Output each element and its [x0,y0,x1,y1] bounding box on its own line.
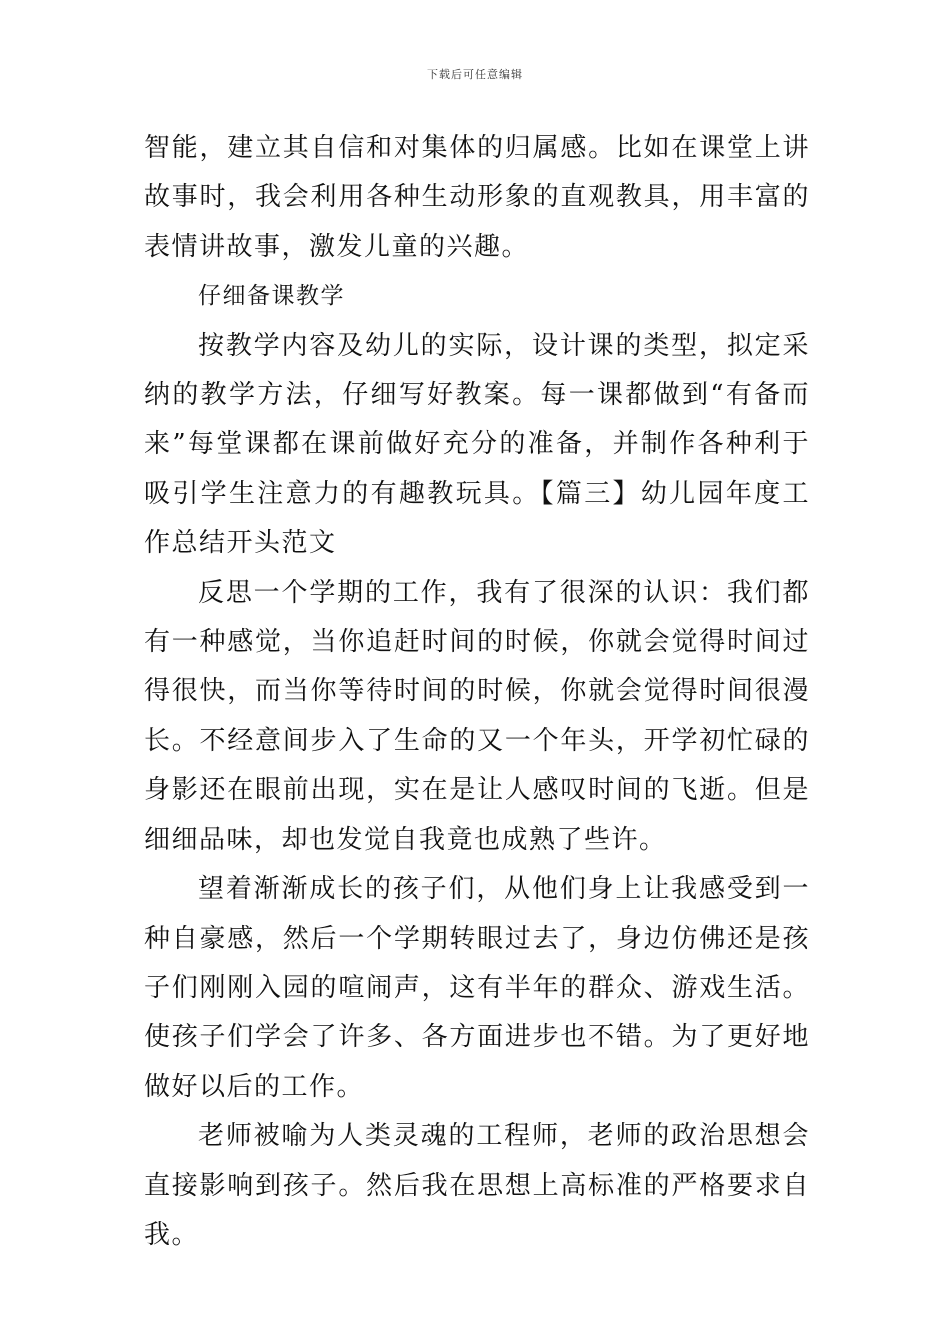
page-header: 下载后可任意编辑 [427,68,523,81]
paragraph: 望着渐渐成长的孩子们，从他们身上让我感受到一种自豪感，然后一个学期转眼过去了，身边仿佛还是孩子们刚刚入园的喧闹声，这有半年的群众、游戏生活。使孩子们学会了许多、各方面进步也不错。为了更好地做好以后的工作。 [144,874,810,1102]
paragraph: 反思一个学期的工作，我有了很深的认识：我们都有一种感觉，当你追赶时间的时候，你就会觉得时间过得很快，而当你等待时间的时候，你就会觉得时间很漫长。不经意间步入了生命的又一个年头，开学初忙碌的身影还在眼前出现，实在是让人感叹时间的飞逝。但是细细品味，却也发觉自我竟也成熟了些许。 [144,577,810,855]
paragraph: 老师被喻为人类灵魂的工程师，老师的政治思想会直接影响到孩子。然后我在思想上高标准的严格要求自我。 [144,1121,810,1250]
document-body [144,124,810,1260]
paragraph-continuation: 智能，建立其自信和对集体的归属感。比如在课堂上讲故事时，我会利用各种生动形象的直观教具，用丰富的表情讲故事，激发儿童的兴趣。 [144,133,810,262]
paragraph: 按教学内容及幼儿的实际，设计课的类型，拟定采纳的教学方法，仔细写好教案。每一课都做到“有备而来”每堂课都在课前做好充分的准备，并制作各种利于吸引学生注意力的有趣教玩具。【篇三】幼儿园年度工作总结开头范文 [144,330,810,559]
section-heading: 仔细备课教学 [198,283,345,310]
